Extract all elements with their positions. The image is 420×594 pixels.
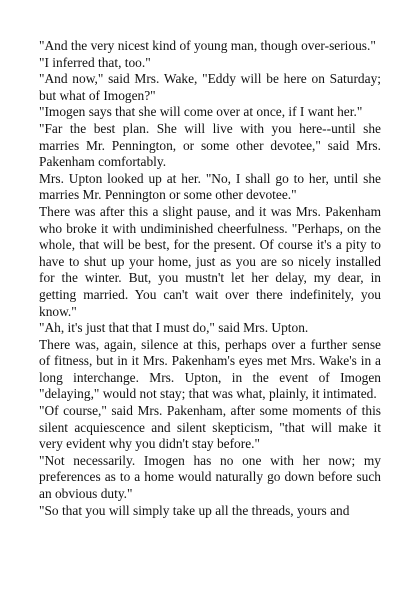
paragraph: "And the very nicest kind of young man, though over-serious."	[39, 38, 376, 53]
paragraph: There was, again, silence at this, perhaps over a further sense of fitness, but in it Mrs. Pakenham's eyes met Mrs. Wake's in a long interchange. Mrs. Upton, in the event of Imogen "delaying," would not stay; that was what, plainly, it intimated.	[39, 336, 381, 402]
paragraph: "So that you will simply take up all the threads, yours and	[39, 502, 350, 518]
page-text	[39, 38, 381, 519]
paragraph: There was after this a slight pause, and it was Mrs. Pakenham who broke it with undiminished cheerfulness. "Perhaps, on the whole, that will be best, for the present. Of course it's a pity to have to shut up your home, just as you are so nicely installed for the winter. But, you mustn't let her delay, my dear, in getting married. You can't wait over there indefinitely, you know."	[39, 203, 381, 319]
paragraph: "And now," said Mrs. Wake, "Eddy will be here on Saturday; but what of Imogen?"	[39, 71, 381, 103]
paragraph: "Ah, it's just that that I must do," said Mrs. Upton.	[39, 320, 309, 336]
paragraph: "I inferred that, too."	[39, 54, 151, 70]
paragraph: "Imogen says that she will come over at once, if I want her."	[39, 104, 363, 120]
paragraph: "Not necessarily. Imogen has no one with her now; my preferences as to a home would naturally go down before such an obvious duty."	[39, 452, 381, 502]
paragraph: "Of course," said Mrs. Pakenham, after some moments of this silent acquiescence and silent skepticism, "that will make it very evident why you didn't stay before."	[39, 403, 381, 452]
paragraph: Mrs. Upton looked up at her. "No, I shall go to her, until she marries Mr. Pennington or some other devotee."	[39, 170, 381, 203]
paragraph: "Far the best plan. She will live with you here--until she marries Mr. Pennington, or some other devotee," said Mrs. Pakenham comfortably.	[39, 120, 381, 170]
